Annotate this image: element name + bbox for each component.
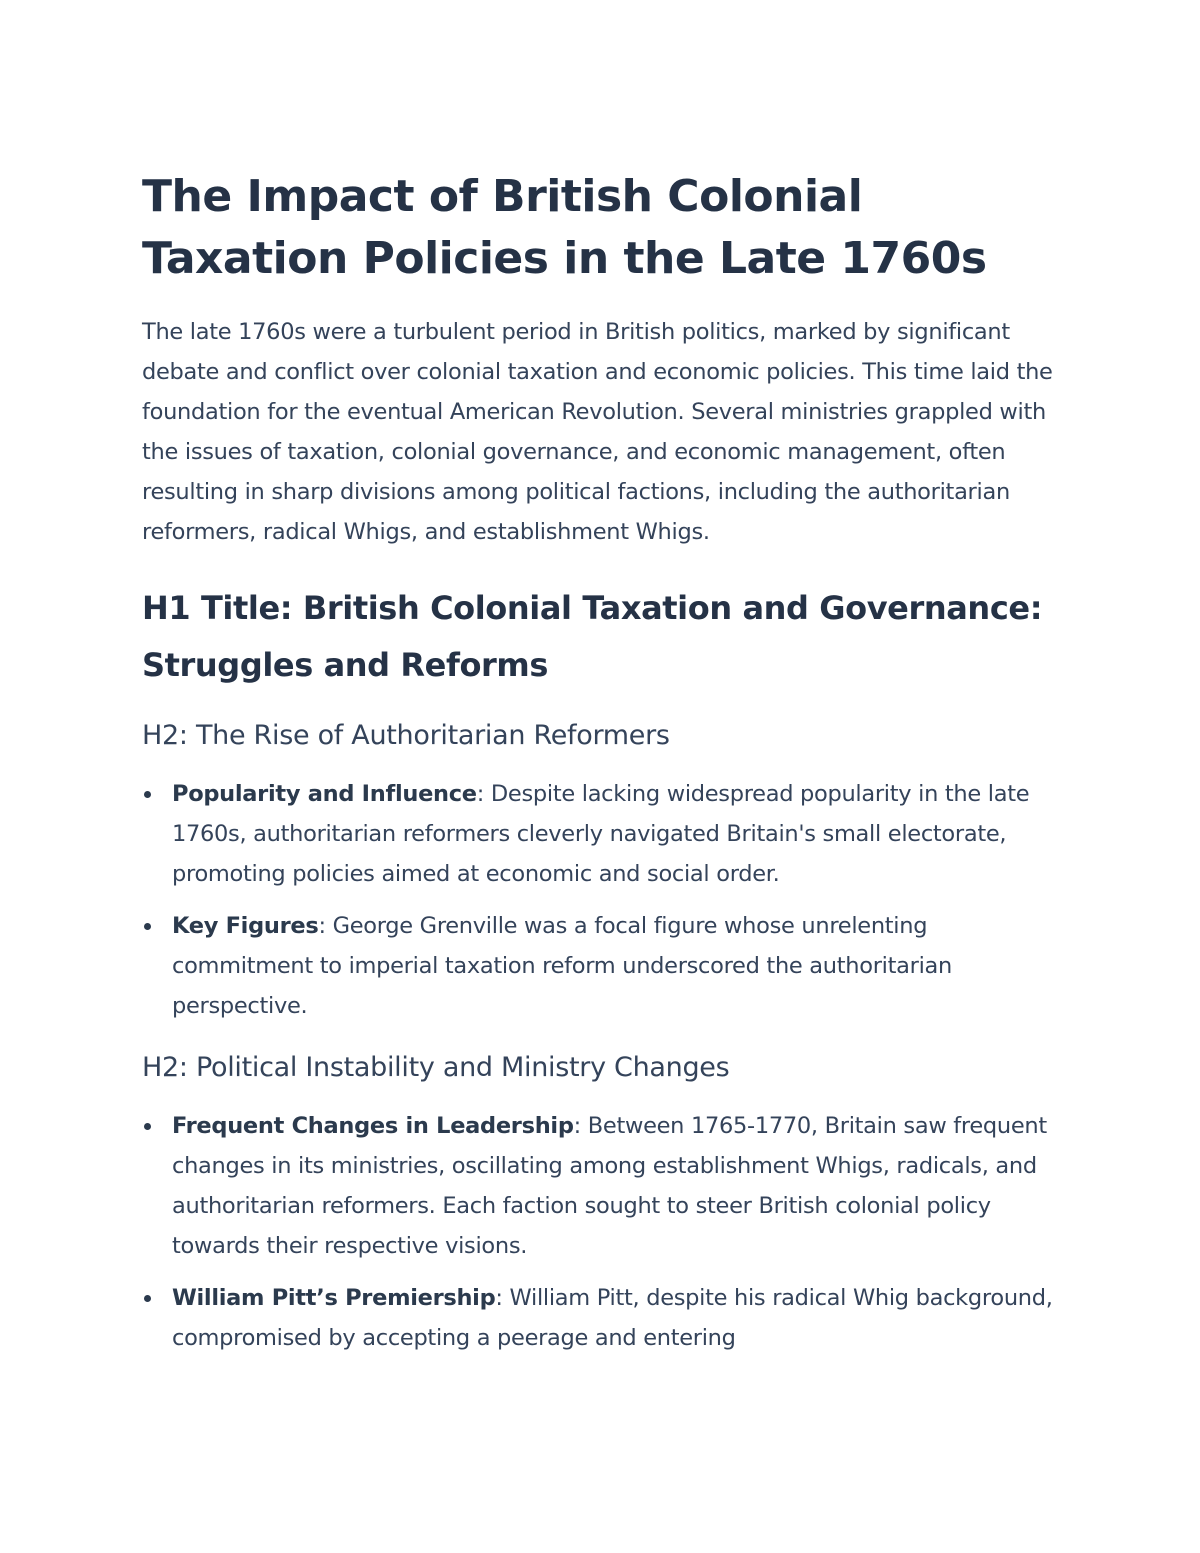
bullet-term: William Pitt’s Premiership xyxy=(172,1285,496,1311)
intro-paragraph: The late 1760s were a turbulent period in British politics, marked by significant debate and conflict over colonial taxation and economic policies. This time laid the foundation for the eventual American Revolution. Several ministries grappled with the issues of taxation, colonial governance, and economic management, often resulting in sharp divisions among political factions, including the authoritarian reformers, radical Whigs, and establishment Whigs. xyxy=(142,319,1053,545)
bullet-list xyxy=(142,1106,1062,1358)
bullet-icon xyxy=(144,1295,151,1302)
bullet-icon xyxy=(144,1123,151,1130)
section-heading: H2: Political Instability and Ministry Changes xyxy=(142,1052,730,1083)
list-item xyxy=(142,774,1062,894)
bullet-term: Popularity and Influence xyxy=(172,781,477,807)
bullet-list xyxy=(142,774,1062,1026)
bullet-text: : George Grenville was a focal figure whose unrelenting commitment to imperial taxation reform underscored the authoritarian perspective. xyxy=(172,913,952,1019)
bullet-text: : Between 1765-1770, Britain saw frequent changes in its ministries, oscillating among establishment Whigs, radicals, and authoritarian reformers. Each faction sought to steer British colonial policy towards their respective visions. xyxy=(172,1113,1047,1259)
list-item xyxy=(142,1278,1062,1358)
bullet-text: : William Pitt, despite his radical Whig background, compromised by accepting a peerage and entering xyxy=(172,1285,1053,1351)
bullet-icon xyxy=(144,923,151,930)
bullet-text: : Despite lacking widespread popularity in the late 1760s, authoritarian reformers cleverly navigated Britain's small electorate, promoting policies aimed at economic and social order. xyxy=(172,781,1030,887)
list-item xyxy=(142,906,1062,1026)
section-heading: H2: The Rise of Authoritarian Reformers xyxy=(142,720,670,751)
bullet-icon xyxy=(144,791,151,798)
document-title: The Impact of British Colonial Taxation Policies in the Late 1760s xyxy=(142,171,987,284)
document-page xyxy=(142,166,1062,1358)
bullet-term: Frequent Changes in Leadership xyxy=(172,1113,574,1139)
bullet-term: Key Figures xyxy=(172,913,319,939)
list-item xyxy=(142,1106,1062,1266)
h1-title-heading: H1 Title: British Colonial Taxation and Governance: Struggles and Reforms xyxy=(142,589,1043,684)
